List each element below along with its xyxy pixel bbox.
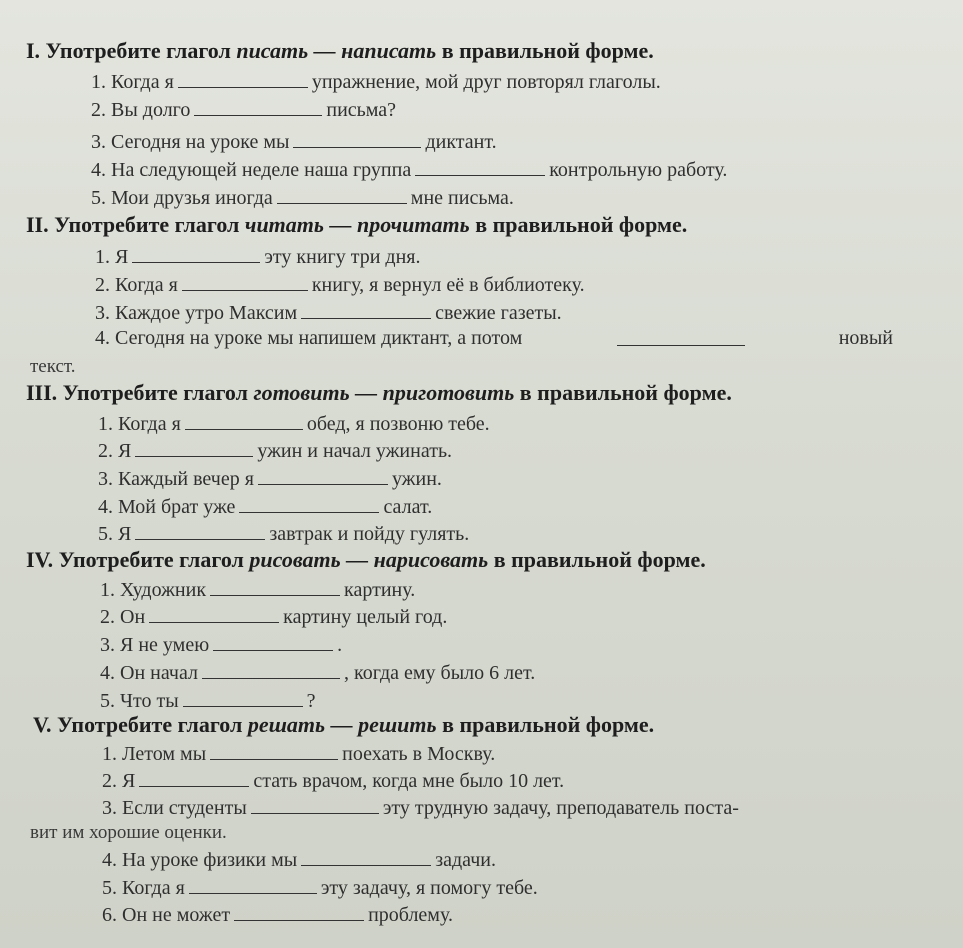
exercise-4-item-5: 5. Что ты ? [100, 690, 316, 712]
exercise-5-item-6: 6. Он не может проблему. [102, 904, 453, 926]
exercise-1-item-1: 1. Когда я упражнение, мой друг повторял глаголы. [91, 71, 661, 93]
exercise-1-item-3: 3. Сегодня на уроке мы диктант. [91, 131, 497, 153]
exercise-2-item-3: 3. Каждое утро Максим свежие газеты. [95, 302, 562, 324]
exercise-3-item-2: 2. Я ужин и начал ужинать. [98, 440, 453, 462]
exercise-2-item-4-continuation: текст. [30, 356, 76, 377]
exercise-3-title: III. Употребите глагол готовить — приготовить в правильной форме. [26, 380, 732, 405]
exercise-2-title: II. Употребите глагол читать — прочитать в правильной форме. [26, 212, 688, 237]
exercise-2-item-1: 1. Я эту книгу три дня. [95, 246, 421, 268]
exercise-3-item-5: 5. Я завтрак и пойду гулять. [98, 523, 470, 545]
exercise-4-item-4: 4. Он начал , когда ему было 6 лет. [100, 662, 536, 684]
exercise-5-title: V. Употребите глагол решать — решить в правильной форме. [33, 712, 655, 737]
exercise-1-item-5: 5. Мои друзья иногда мне письма. [91, 187, 514, 209]
exercise-4-item-1: 1. Художник картину. [100, 579, 416, 601]
exercise-5-item-2: 2. Я стать врачом, когда мне было 10 лет. [102, 770, 565, 792]
exercise-5-item-5: 5. Когда я эту задачу, я помогу тебе. [102, 877, 538, 899]
exercise-4-item-3: 3. Я не умею . [100, 634, 343, 656]
exercise-4-title: IV. Употребите глагол рисовать — нарисовать в правильной форме. [26, 547, 706, 572]
exercise-5-item-4: 4. На уроке физики мы задачи. [102, 849, 496, 871]
exercise-5-item-3: 3. Если студенты эту трудную задачу, преподаватель поста- [102, 797, 739, 819]
exercise-5-item-3-continuation: вит им хорошие оценки. [30, 822, 227, 843]
exercise-1-item-2: 2. Вы долго письма? [91, 99, 397, 121]
exercise-1-title: I. Употребите глагол писать — написать в правильной форме. [26, 38, 654, 63]
exercise-5-item-1: 1. Летом мы поехать в Москву. [102, 743, 496, 765]
exercise-3-item-1: 1. Когда я обед, я позвоню тебе. [98, 413, 490, 435]
exercise-1-item-4: 4. На следующей неделе наша группа контрольную работу. [91, 159, 728, 181]
exercise-2-item-4: 4. Сегодня на уроке мы напишем диктант, а потом новый [95, 327, 893, 349]
exercise-3-item-3: 3. Каждый вечер я ужин. [98, 468, 442, 490]
exercise-4-item-2: 2. Он картину целый год. [100, 606, 448, 628]
exercise-2-item-2: 2. Когда я книгу, я вернул её в библиотеку. [95, 274, 585, 296]
exercise-3-item-4: 4. Мой брат уже салат. [98, 496, 433, 518]
